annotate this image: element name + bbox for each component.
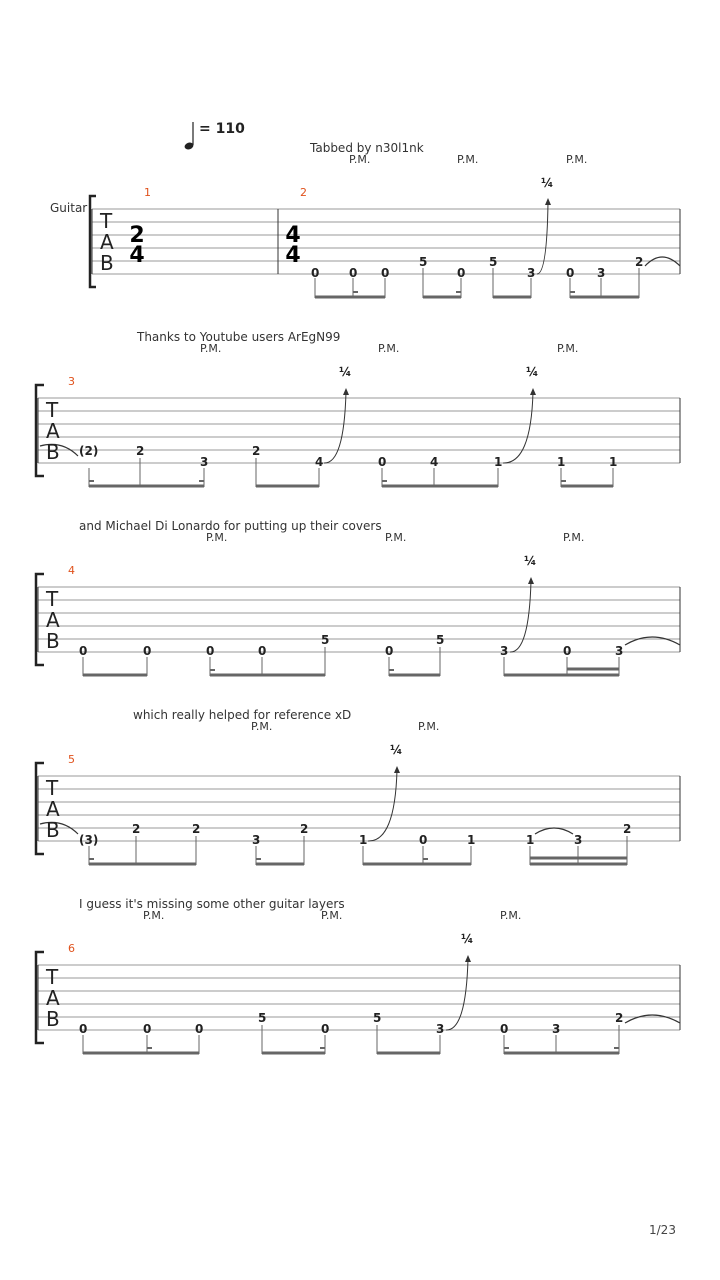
tab-note: 0 — [381, 266, 390, 280]
tab-clef-a: A — [46, 797, 60, 821]
tab-note: 3 — [552, 1022, 561, 1036]
tab-clef-t: T — [100, 209, 113, 233]
tab-note: 0 — [457, 266, 466, 280]
tab-clef-t: T — [46, 398, 59, 422]
tab-note: 5 — [373, 1011, 382, 1025]
tab-note: 5 — [419, 255, 428, 269]
tab-clef-a: A — [100, 230, 114, 254]
tempo-marking: = 110 — [199, 121, 245, 137]
tab-note: 0 — [206, 644, 215, 658]
palm-mute-label: P.M. — [206, 531, 228, 544]
palm-mute-label: P.M. — [563, 531, 585, 544]
tab-note: 0 — [349, 266, 358, 280]
tab-staff-system-5 — [0, 927, 720, 1067]
annotation-text: I guess it's missing some other guitar layers — [79, 897, 345, 911]
tab-note: 0 — [500, 1022, 509, 1036]
tab-note: 2 — [252, 444, 261, 458]
tab-note: 4 — [430, 455, 439, 469]
annotation-text: Thanks to Youtube users ArEgN99 — [137, 330, 341, 344]
tab-note: 2 — [635, 255, 644, 269]
tab-clef-a: A — [46, 419, 60, 443]
tab-note: 3 — [436, 1022, 445, 1036]
tab-note: 4 — [315, 455, 324, 469]
annotation-text: Tabbed by n30l1nk — [310, 141, 424, 155]
palm-mute-label: P.M. — [349, 153, 371, 166]
tab-note: 2 — [615, 1011, 624, 1025]
tab-note: 5 — [436, 633, 445, 647]
tab-clef-b: B — [100, 251, 114, 275]
palm-mute-label: P.M. — [385, 531, 407, 544]
tab-note: 1 — [557, 455, 566, 469]
tab-clef-b: B — [46, 440, 60, 464]
bend-amount: ¼ — [524, 554, 537, 568]
quarter-note-icon — [184, 120, 198, 152]
tab-note: 2 — [300, 822, 309, 836]
tab-note: 0 — [143, 1022, 152, 1036]
tab-staff-system-3 — [0, 549, 720, 689]
tab-note: 3 — [574, 833, 583, 847]
svg-text:4: 4 — [285, 243, 301, 268]
svg-text:2: 2 — [129, 223, 145, 248]
bar-number: 5 — [68, 753, 75, 766]
tab-note: 5 — [489, 255, 498, 269]
tab-note: 0 — [311, 266, 320, 280]
bend-amount: ¼ — [526, 365, 539, 379]
tab-note: 1 — [494, 455, 503, 469]
tab-note: 0 — [419, 833, 428, 847]
instrument-label: Guitar — [50, 201, 88, 215]
tab-note: 3 — [500, 644, 509, 658]
palm-mute-label: P.M. — [500, 909, 522, 922]
palm-mute-label: P.M. — [321, 909, 343, 922]
tab-staff-system-2 — [0, 360, 720, 500]
tab-clef-t: T — [46, 965, 59, 989]
tab-note: 0 — [563, 644, 572, 658]
tab-note: 5 — [321, 633, 330, 647]
tab-clef-b: B — [46, 629, 60, 653]
tab-clef-a: A — [46, 608, 60, 632]
tab-note: 0 — [321, 1022, 330, 1036]
tab-note: 0 — [79, 644, 88, 658]
tab-note: (3) — [79, 833, 99, 847]
bend-amount: ¼ — [461, 932, 474, 946]
bar-number: 4 — [68, 564, 75, 577]
tab-note: 2 — [623, 822, 632, 836]
bar-number: 6 — [68, 942, 75, 955]
bar-number: 3 — [68, 375, 75, 388]
page-number: 1/23 — [649, 1223, 676, 1237]
tab-note: 1 — [526, 833, 535, 847]
tab-note: 0 — [143, 644, 152, 658]
palm-mute-label: P.M. — [557, 342, 579, 355]
svg-text:4: 4 — [285, 223, 301, 248]
palm-mute-label: P.M. — [251, 720, 273, 733]
bend-amount: ¼ — [390, 743, 403, 757]
tab-note: 0 — [195, 1022, 204, 1036]
palm-mute-label: P.M. — [200, 342, 222, 355]
tab-staff-system-4 — [0, 738, 720, 878]
tab-note: 1 — [359, 833, 368, 847]
palm-mute-label: P.M. — [566, 153, 588, 166]
tab-note: 0 — [79, 1022, 88, 1036]
palm-mute-label: P.M. — [457, 153, 479, 166]
tab-note: 2 — [132, 822, 141, 836]
tab-note: 5 — [258, 1011, 267, 1025]
palm-mute-label: P.M. — [418, 720, 440, 733]
tab-note: 3 — [527, 266, 536, 280]
tab-clef-a: A — [46, 986, 60, 1010]
tab-note: 1 — [467, 833, 476, 847]
tab-clef-t: T — [46, 587, 59, 611]
tab-note: 3 — [200, 455, 209, 469]
palm-mute-label: P.M. — [378, 342, 400, 355]
tab-clef-b: B — [46, 1007, 60, 1031]
bend-amount: ¼ — [541, 176, 554, 190]
tab-clef-t: T — [46, 776, 59, 800]
tab-note: 3 — [252, 833, 261, 847]
svg-text:4: 4 — [129, 243, 145, 268]
bar-number: 2 — [300, 186, 307, 199]
annotation-text: which really helped for reference xD — [133, 708, 352, 722]
tab-note: 3 — [597, 266, 606, 280]
tab-note: 3 — [615, 644, 624, 658]
annotation-text: and Michael Di Lonardo for putting up their covers — [79, 519, 382, 533]
bend-amount: ¼ — [339, 365, 352, 379]
tab-note: 2 — [136, 444, 145, 458]
tab-note: 0 — [378, 455, 387, 469]
bar-number: 1 — [144, 186, 151, 199]
tab-note: 0 — [258, 644, 267, 658]
tab-note: 0 — [385, 644, 394, 658]
tab-note: 1 — [609, 455, 618, 469]
palm-mute-label: P.M. — [143, 909, 165, 922]
tab-clef-b: B — [46, 818, 60, 842]
tab-note: 2 — [192, 822, 201, 836]
tab-note: 0 — [566, 266, 575, 280]
tab-note: (2) — [79, 444, 99, 458]
